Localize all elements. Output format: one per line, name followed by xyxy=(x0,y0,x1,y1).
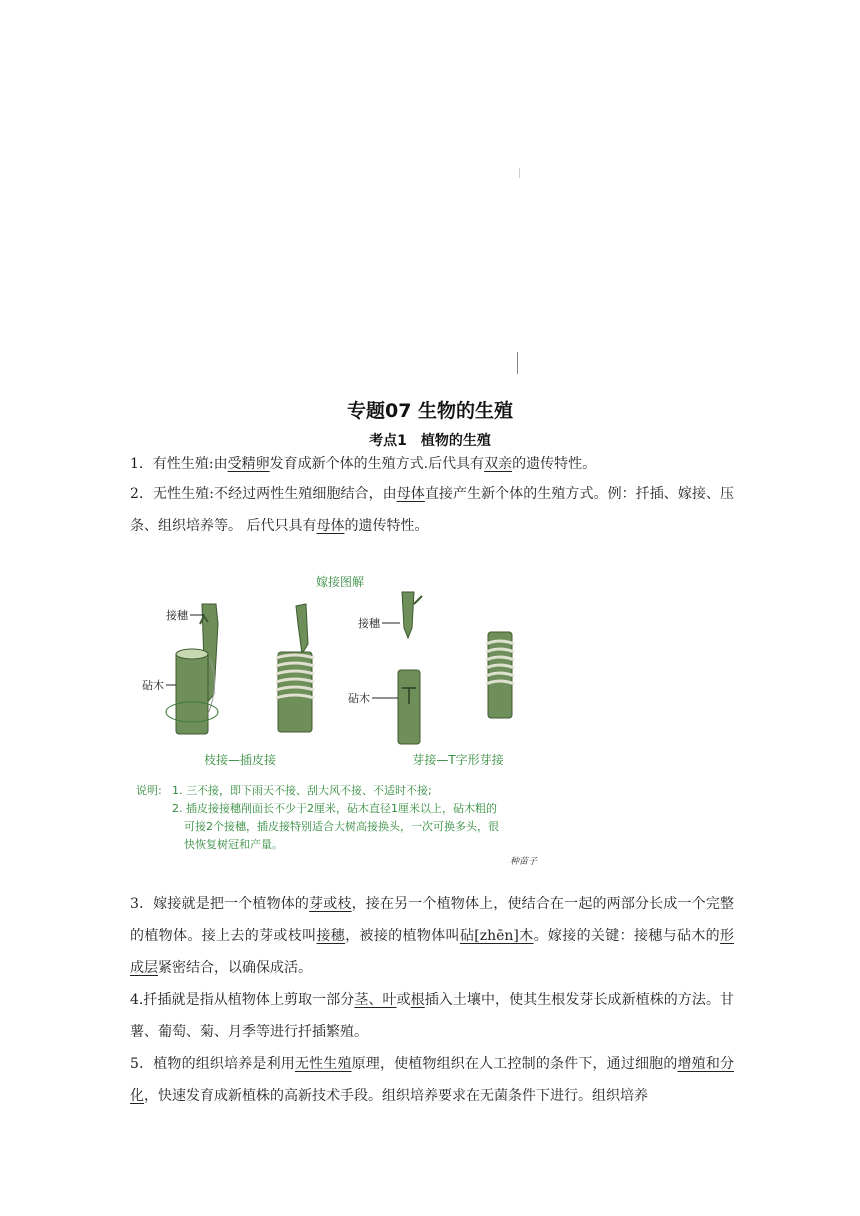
label-stock-left: 砧木 xyxy=(142,679,164,692)
label-scion-right: 接穗 xyxy=(358,617,380,630)
t-bud-graft-illustration xyxy=(348,592,514,744)
caption-bark-graft: 枝接—插皮接 xyxy=(203,753,277,767)
page-title: 专题07 生物的生殖 xyxy=(346,400,514,422)
note-line-2b: 可接2个接穗，插皮接特别适合大树高接换头，一次可换多头，很 xyxy=(184,820,499,833)
note-line-2c: 快恢复树冠和产量。 xyxy=(184,838,283,851)
section-heading: 考点1 植物的生殖 xyxy=(369,433,491,449)
label-stock-right: 砧木 xyxy=(348,692,370,705)
scan-mark-bottom xyxy=(517,352,518,374)
paragraph-sexual-reproduction: 1．有性生殖:由受精卵发育成新个体的生殖方式.后代具有双亲的遗传特性。 xyxy=(130,456,597,472)
figure-signature: 种苗子 xyxy=(510,857,538,867)
scan-mark-top xyxy=(519,168,520,178)
caption-t-bud-graft: 芽接—T字形芽接 xyxy=(412,753,504,767)
paragraph-cutting: 4.扦插就是指从植物体上剪取一部分茎、叶或根插入土壤中，使其生根发芽长成新植株的方法。甘薯、葡萄、菊、月季等进行扦插繁殖。 xyxy=(130,992,735,1040)
note-line-2a: 2. 插皮接接穗削面长不少于2厘米，砧木直径1厘米以上，砧木粗的 xyxy=(172,802,497,815)
label-scion-left: 接穗 xyxy=(166,609,188,622)
figure-title: 嫁接图解 xyxy=(315,575,365,589)
grafting-diagram xyxy=(130,564,550,876)
paragraph-asexual-reproduction: 2．无性生殖:不经过两性生殖细胞结合，由母体直接产生新个体的生殖方式。例：扦插、嫁接、压条、组织培养等。 后代只具有母体的遗传特性。 xyxy=(130,486,735,534)
paragraph-tissue-culture: 5．植物的组织培养是利用无性生殖原理，使植物组织在人工控制的条件下，通过细胞的增殖和分化，快速发育成新植株的高新技术手段。组织培养要求在无菌条件下进行。组织培养 xyxy=(130,1056,735,1104)
note-line-1: 1. 三不接，即下雨天不接、刮大风不接、不适时不接; xyxy=(172,784,432,797)
paragraph-grafting: 3．嫁接就是把一个植物体的芽或枝，接在另一个植物体上，使结合在一起的两部分长成一个完整的植物体。接上去的芽或枝叫接穗，被接的植物体叫砧[zhēn]木。嫁接的关键：接穗与砧木的形成层紧密结合，以确保成活。 xyxy=(130,896,735,976)
note-label: 说明: xyxy=(136,784,162,797)
bark-graft-illustration xyxy=(142,604,314,734)
